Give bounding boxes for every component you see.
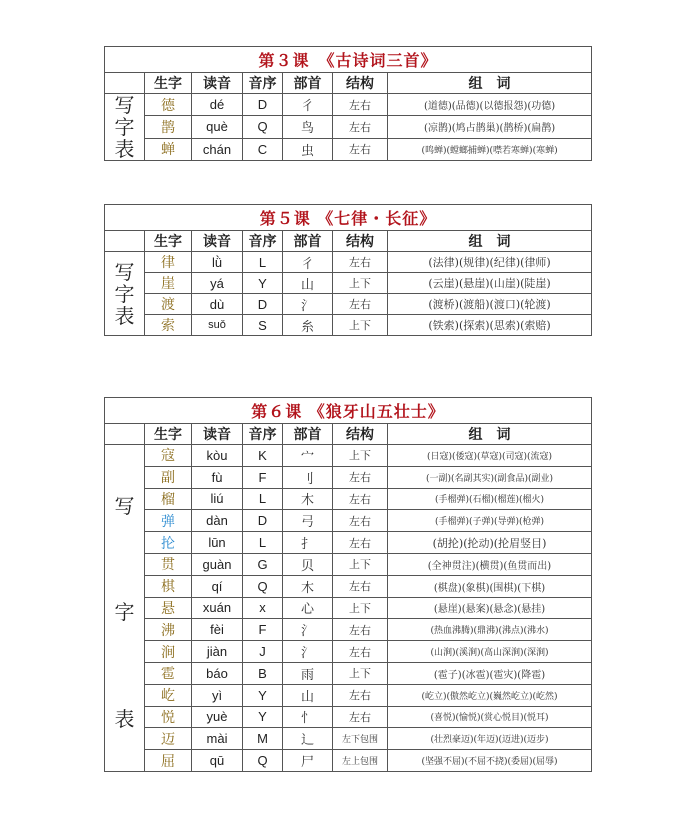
radical-cell: 辶 [283, 728, 333, 750]
pinyin-cell: kòu [192, 445, 243, 467]
structure-cell: 左右 [333, 94, 388, 116]
zi-cell: 德 [145, 94, 192, 116]
pinyin-cell: jiàn [192, 641, 243, 663]
zi-cell: 鹊 [145, 116, 192, 138]
structure-cell: 左右 [333, 706, 388, 728]
pinyin-cell: qū [192, 750, 243, 772]
table-row [105, 532, 592, 554]
words-cell: (凉鹊)(鸠占鹊巢)(鹊桥)(扁鹊) [388, 116, 592, 138]
words-cell: (云崖)(悬崖)(山崖)(陡崖) [388, 273, 592, 294]
structure-cell: 左右 [333, 684, 388, 706]
zi-cell: 律 [145, 252, 192, 273]
zi-cell: 榴 [145, 488, 192, 510]
zi-cell: 弹 [145, 510, 192, 532]
order-cell: D [243, 294, 283, 315]
order-cell: Y [243, 706, 283, 728]
pinyin-cell: liú [192, 488, 243, 510]
structure-cell: 左右 [333, 488, 388, 510]
zi-cell: 渡 [145, 294, 192, 315]
words-cell: (一副)(名副其实)(副食品)(副业) [388, 466, 592, 488]
radical-cell: 彳 [283, 94, 333, 116]
structure-cell: 左右 [333, 619, 388, 641]
side-label [105, 445, 145, 772]
words-cell: (屹立)(傲然屹立)(巍然屹立)(屹然) [388, 684, 592, 706]
header-order: 音序 [243, 424, 283, 445]
table-row [105, 445, 592, 467]
radical-cell: 山 [283, 684, 333, 706]
header-radical: 部首 [283, 424, 333, 445]
radical-cell: 弓 [283, 510, 333, 532]
side-char: 表 [114, 707, 135, 732]
radical-cell: 山 [283, 273, 333, 294]
radical-cell: 氵 [283, 641, 333, 663]
structure-cell: 左右 [333, 510, 388, 532]
words-cell: (鸣蝉)(螳螂捕蝉)(噤若寒蝉)(寒蝉) [388, 138, 592, 160]
table-row [105, 575, 592, 597]
header-row [105, 231, 592, 252]
pinyin-cell: dàn [192, 510, 243, 532]
lesson-6-table [104, 397, 592, 772]
header-radical: 部首 [283, 231, 333, 252]
pinyin-cell: fèi [192, 619, 243, 641]
zi-cell: 贯 [145, 553, 192, 575]
structure-cell: 左下包围 [333, 728, 388, 750]
table-row [105, 641, 592, 663]
order-cell: x [243, 597, 283, 619]
structure-cell: 左右 [333, 466, 388, 488]
words-cell: (山涧)(溪涧)(高山深涧)(深涧) [388, 641, 592, 663]
zi-cell: 悦 [145, 706, 192, 728]
radical-cell: 鸟 [283, 116, 333, 138]
structure-cell: 左右 [333, 138, 388, 160]
pinyin-cell: dù [192, 294, 243, 315]
header-structure: 结构 [333, 73, 388, 94]
header-words: 组 词 [388, 73, 592, 94]
radical-cell: 氵 [283, 294, 333, 315]
side-char: 表 [114, 137, 135, 161]
zi-cell: 索 [145, 315, 192, 336]
pinyin-cell: mài [192, 728, 243, 750]
structure-cell: 左右 [333, 294, 388, 315]
side-label [105, 252, 145, 336]
zi-cell: 蝉 [145, 138, 192, 160]
header-words: 组 词 [388, 424, 592, 445]
table-row [105, 94, 592, 116]
words-cell: (道德)(品德)(以德报怨)(功德) [388, 94, 592, 116]
radical-cell: 贝 [283, 553, 333, 575]
radical-cell: 彳 [283, 252, 333, 273]
order-cell: D [243, 94, 283, 116]
table-row [105, 619, 592, 641]
zi-cell: 棋 [145, 575, 192, 597]
pinyin-cell: xuán [192, 597, 243, 619]
side-char: 字 [114, 115, 135, 139]
words-cell: (雹子)(冰雹)(雹灾)(降雹) [388, 662, 592, 684]
table-row [105, 706, 592, 728]
zi-cell: 寇 [145, 445, 192, 467]
lesson-title: 第３课 《古诗词三首》 [105, 47, 592, 73]
words-cell: (法律)(规律)(纪律)(律师) [388, 252, 592, 273]
lesson-3-table [104, 46, 592, 161]
order-cell: K [243, 445, 283, 467]
table-row [105, 116, 592, 138]
header-empty [105, 424, 145, 445]
structure-cell: 上下 [333, 553, 388, 575]
table-row [105, 750, 592, 772]
words-cell: (喜悦)(愉悦)(赏心悦目)(悦耳) [388, 706, 592, 728]
table-row [105, 728, 592, 750]
pinyin-cell: dé [192, 94, 243, 116]
side-char: 写 [114, 259, 135, 284]
radical-cell: 木 [283, 488, 333, 510]
order-cell: F [243, 619, 283, 641]
words-cell: (壮烈豪迈)(年迈)(迈进)(迈步) [388, 728, 592, 750]
radical-cell: 尸 [283, 750, 333, 772]
pinyin-cell: guàn [192, 553, 243, 575]
words-cell: (手榴弹)(子弹)(导弹)(枪弹) [388, 510, 592, 532]
header-empty [105, 73, 145, 94]
radical-cell: 糸 [283, 315, 333, 336]
header-order: 音序 [243, 231, 283, 252]
order-cell: Y [243, 273, 283, 294]
header-order: 音序 [243, 73, 283, 94]
order-cell: Q [243, 116, 283, 138]
words-cell: (全神贯注)(横贯)(鱼贯而出) [388, 553, 592, 575]
structure-cell: 左右 [333, 532, 388, 554]
structure-cell: 左右 [333, 575, 388, 597]
words-cell: (日寇)(倭寇)(草寇)(司寇)(流寇) [388, 445, 592, 467]
lesson-6-table-block [104, 397, 591, 772]
structure-cell: 上下 [333, 273, 388, 294]
pinyin-cell: yá [192, 273, 243, 294]
table-row [105, 684, 592, 706]
pinyin-cell: lǜ [192, 252, 243, 273]
header-structure: 结构 [333, 424, 388, 445]
order-cell: Y [243, 684, 283, 706]
table-row [105, 273, 592, 294]
zi-cell: 雹 [145, 662, 192, 684]
words-cell: (手榴弹)(石榴)(榴莲)(榴火) [388, 488, 592, 510]
radical-cell: 忄 [283, 706, 333, 728]
header-zi: 生字 [145, 231, 192, 252]
zi-cell: 悬 [145, 597, 192, 619]
lesson-5-table-block [104, 204, 591, 336]
order-cell: B [243, 662, 283, 684]
words-cell: (悬崖)(悬案)(悬念)(悬挂) [388, 597, 592, 619]
order-cell: G [243, 553, 283, 575]
header-row [105, 424, 592, 445]
order-cell: D [243, 510, 283, 532]
header-zi: 生字 [145, 73, 192, 94]
pinyin-cell: què [192, 116, 243, 138]
table-row [105, 466, 592, 488]
zi-cell: 沸 [145, 619, 192, 641]
pinyin-cell: qí [192, 575, 243, 597]
pinyin-cell: lūn [192, 532, 243, 554]
pinyin-cell: fù [192, 466, 243, 488]
structure-cell: 左右 [333, 116, 388, 138]
structure-cell: 上下 [333, 315, 388, 336]
structure-cell: 左右 [333, 641, 388, 663]
pinyin-cell: báo [192, 662, 243, 684]
header-zi: 生字 [145, 424, 192, 445]
table-row [105, 252, 592, 273]
radical-cell: 心 [283, 597, 333, 619]
radical-cell: 木 [283, 575, 333, 597]
order-cell: Q [243, 575, 283, 597]
table-row [105, 315, 592, 336]
order-cell: L [243, 488, 283, 510]
zi-cell: 屹 [145, 684, 192, 706]
header-structure: 结构 [333, 231, 388, 252]
radical-cell: 雨 [283, 662, 333, 684]
side-label [105, 94, 145, 161]
order-cell: L [243, 532, 283, 554]
structure-cell: 上下 [333, 445, 388, 467]
radical-cell: 虫 [283, 138, 333, 160]
zi-cell: 屈 [145, 750, 192, 772]
order-cell: S [243, 315, 283, 336]
zi-cell: 崖 [145, 273, 192, 294]
pinyin-cell: yuè [192, 706, 243, 728]
table-row [105, 597, 592, 619]
side-char: 表 [114, 303, 135, 328]
side-char: 字 [114, 600, 135, 625]
header-radical: 部首 [283, 73, 333, 94]
order-cell: L [243, 252, 283, 273]
words-cell: (胡抡)(抡动)(抡眉竖目) [388, 532, 592, 554]
order-cell: Q [243, 750, 283, 772]
header-words: 组 词 [388, 231, 592, 252]
structure-cell: 左上包围 [333, 750, 388, 772]
words-cell: (铁索)(探索)(思索)(索赔) [388, 315, 592, 336]
table-row [105, 488, 592, 510]
lesson-3-table-block [104, 46, 591, 161]
order-cell: F [243, 466, 283, 488]
table-row [105, 662, 592, 684]
pinyin-cell: yì [192, 684, 243, 706]
header-row [105, 73, 592, 94]
structure-cell: 上下 [333, 597, 388, 619]
table-row [105, 510, 592, 532]
header-empty [105, 231, 145, 252]
lesson-5-table [104, 204, 592, 336]
radical-cell: 刂 [283, 466, 333, 488]
zi-cell: 抡 [145, 532, 192, 554]
words-cell: (渡桥)(渡船)(渡口)(轮渡) [388, 294, 592, 315]
header-pinyin: 读音 [192, 231, 243, 252]
lesson-title: 第６课 《狼牙山五壮士》 [105, 398, 592, 424]
table-row [105, 138, 592, 160]
order-cell: J [243, 641, 283, 663]
lesson-title: 第５课 《七律・长征》 [105, 205, 592, 231]
table-row [105, 553, 592, 575]
header-pinyin: 读音 [192, 73, 243, 94]
zi-cell: 涧 [145, 641, 192, 663]
words-cell: (坚强不屈)(不屈不挠)(委屈)(屈辱) [388, 750, 592, 772]
words-cell: (热血沸腾)(鼎沸)(沸点)(沸水) [388, 619, 592, 641]
header-pinyin: 读音 [192, 424, 243, 445]
order-cell: M [243, 728, 283, 750]
table-row [105, 294, 592, 315]
words-cell: (棋盘)(象棋)(围棋)(下棋) [388, 575, 592, 597]
side-char: 写 [114, 93, 135, 117]
radical-cell: 扌 [283, 532, 333, 554]
side-char: 字 [114, 281, 135, 306]
structure-cell: 左右 [333, 252, 388, 273]
zi-cell: 迈 [145, 728, 192, 750]
zi-cell: 副 [145, 466, 192, 488]
radical-cell: 氵 [283, 619, 333, 641]
order-cell: C [243, 138, 283, 160]
pinyin-cell: chán [192, 138, 243, 160]
radical-cell: 宀 [283, 445, 333, 467]
side-char: 写 [114, 493, 135, 518]
structure-cell: 上下 [333, 662, 388, 684]
pinyin-cell: suǒ [192, 315, 243, 336]
